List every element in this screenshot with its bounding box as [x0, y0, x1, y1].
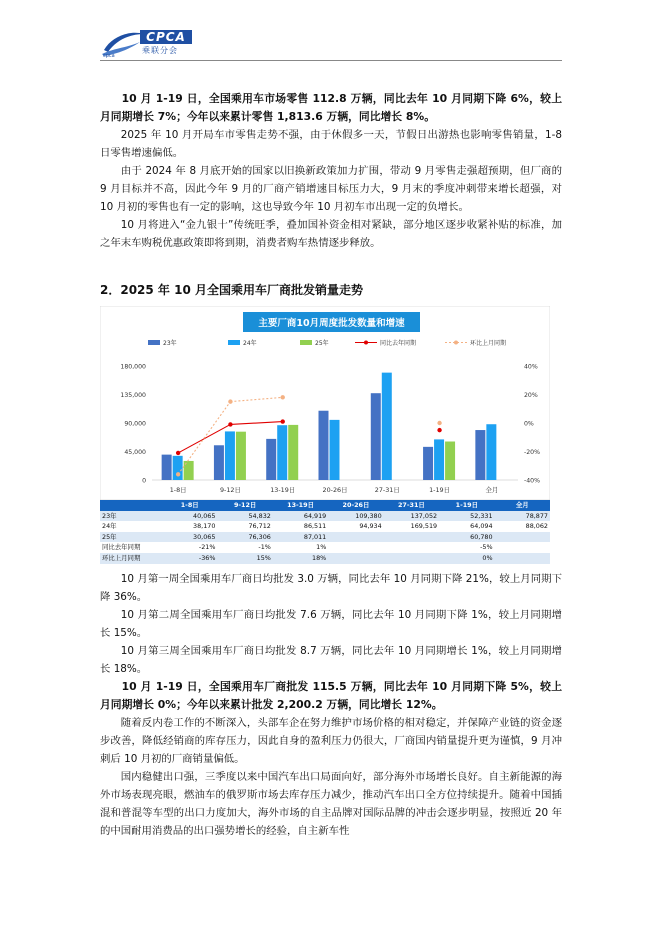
bar [162, 455, 172, 480]
line-point [176, 472, 180, 476]
bar [236, 432, 246, 480]
table-cell: 40,065 [162, 511, 217, 522]
bar [266, 439, 276, 480]
table-cell: 109,380 [328, 511, 383, 522]
table-cell: 1% [273, 542, 328, 553]
table-header-cell: 20-26日 [328, 500, 383, 511]
table-cell: 30,065 [162, 532, 217, 543]
bar [382, 373, 392, 480]
bar [277, 425, 287, 480]
table-row [100, 521, 550, 532]
table-header-cell: 1-19日 [439, 500, 494, 511]
bar [486, 424, 496, 480]
line-point [228, 399, 232, 403]
x-axis-tick-label: 9-12日 [219, 486, 241, 494]
table-cell: 38,170 [162, 521, 217, 532]
table-header-row [100, 500, 550, 511]
table-cell: 76,306 [217, 532, 272, 543]
bar [288, 425, 298, 480]
y2-axis-tick-label: 20% [524, 392, 538, 399]
table-cell: 52,331 [439, 511, 494, 522]
legend-label: 同比去年同期 [380, 340, 417, 347]
y2-axis-tick-label: -20% [524, 449, 540, 456]
table-cell [328, 553, 383, 564]
wholesale-summary-bold: 10 月 1-19 日，全国乘用车厂商批发 115.5 万辆，同比去年 10 月同期下降 5%，较上月同期增长 0%；今年以来累计批发 2,200.2 万辆，同比增长 12%。 [100, 679, 562, 711]
line-point [228, 422, 232, 426]
bar [214, 445, 224, 480]
chart-title: 主要厂商10月周度批发数量和增速 [258, 318, 405, 329]
paragraph: 国内稳健出口强，三季度以来中国汽车出口局面向好，部分海外市场增长良好。自主新能源的海外市场表现亮眼，燃油车的俄罗斯市场去库存压力减少，推动汽车出口全方位持续提升。随着中国插混和普混等车型的出口力度加大，海外市场的自主品牌对国际品牌的冲击会逐步明显，按照近 20 年的中国耐用消费品的出口强势增长的经验，自主新车性 [100, 770, 562, 837]
logo-subtitle: 乘联分会 [142, 46, 178, 55]
table-row [100, 511, 550, 522]
y-axis-tick-label: 180,000 [120, 363, 146, 371]
row-label: 25年 [100, 532, 162, 543]
x-axis-tick-label: 13-19日 [270, 486, 296, 494]
y2-axis-tick-label: 40% [524, 363, 538, 371]
table-cell: 169,519 [384, 521, 439, 532]
x-axis-tick-label: 20-26日 [322, 486, 348, 494]
table-cell: 15% [217, 553, 272, 564]
table-row [100, 542, 550, 553]
paragraph: 随着反内卷工作的不断深入，头部车企在努力维护市场价格的相对稳定，并保障产业链的资金逐步改善，降低经销商的库存压力，因此自身的盈利压力仍很大，厂商国内销量提升更为谨慎，9 月冲刺后 10 月初的厂商销量偏低。 [100, 716, 562, 765]
logo-text: CPCA [140, 30, 192, 44]
line-point [281, 395, 285, 399]
table-cell [495, 553, 550, 564]
table-cell: -1% [217, 542, 272, 553]
legend-label: 24年 [243, 340, 257, 347]
bar [319, 411, 329, 480]
x-axis-tick-label: 全月 [485, 486, 499, 494]
paragraph: 由于 2024 年 8 月底开始的国家以旧换新政策加力扩围，带动 9 月零售走强超预期，但厂商的 9 月目标并不高，因此今年 9 月的厂商产销增速目标压力大，9 月末的季度冲刺带来增长超强，对 10 月初的零售也有一定的影响，这也导致今年 10 月初车市出现一定的负增长。 [100, 165, 562, 213]
table-header-cell: 9-12日 [217, 500, 272, 511]
line-point [437, 421, 441, 425]
table-cell [495, 542, 550, 553]
svg-text:cpca: cpca [103, 53, 115, 58]
paragraph: 2025 年 10 月开局车市零售走势不强，由于休假多一天，节假日出游热也影响零售销量，1-8 日零售增速偏低。 [100, 129, 562, 159]
table-cell: 137,052 [384, 511, 439, 522]
x-axis-tick-label: 1-19日 [429, 486, 451, 494]
data-table [100, 500, 550, 564]
bar [445, 442, 455, 480]
table-row [100, 553, 550, 564]
table-cell [384, 553, 439, 564]
legend-marker [454, 341, 458, 345]
table-cell: 76,712 [217, 521, 272, 532]
table-cell: 64,919 [273, 511, 328, 522]
row-label: 同比去年同期 [100, 542, 162, 553]
table-cell [384, 542, 439, 553]
paragraph: 10 月第一周全国乘用车厂商日均批发 3.0 万辆，同比去年 10 月同期下降 21%，较上月同期下降 36%。 [100, 572, 562, 603]
y2-axis-tick-label: 0% [524, 420, 534, 428]
section-heading: 2．2025 年 10 月全国乘用车厂商批发销量走势 [100, 283, 363, 297]
bar [225, 431, 235, 480]
table-header-cell: 27-31日 [384, 500, 439, 511]
table-cell: 78,877 [495, 511, 550, 522]
legend-marker [364, 341, 368, 345]
y-axis-tick-label: 90,000 [124, 420, 146, 428]
line-point [176, 451, 180, 455]
table-header-cell: 全月 [495, 500, 550, 511]
table-cell: 18% [273, 553, 328, 564]
table-cell: 86,511 [273, 521, 328, 532]
table-cell: -36% [162, 553, 217, 564]
bar [330, 420, 340, 480]
table-cell [495, 532, 550, 543]
x-axis-tick-label: 27-31日 [374, 486, 400, 494]
retail-summary-bold: 10 月 1-19 日，全国乘用车市场零售 112.8 万辆，同比去年 10 月同期下降 6%，较上月同期增长 7%；今年以来累计零售 1,813.6 万辆，同比增长 8%。 [100, 92, 562, 123]
paragraph: 10 月第三周全国乘用车厂商日均批发 8.7 万辆，同比去年 10 月同期增长 1%，较上月同期增长 18%。 [100, 644, 562, 675]
table-header-cell [100, 500, 162, 511]
table-row [100, 532, 550, 543]
table-cell: -21% [162, 542, 217, 553]
table-cell: 88,062 [495, 521, 550, 532]
paragraph: 10 月将进入“金九银十”传统旺季，叠加国补资金相对紧缺，部分地区逐步收紧补贴的标准，加之年末车购税优惠政策即将到期，消费者购车热情逐步释放。 [100, 219, 562, 249]
legend-label: 23年 [163, 340, 177, 347]
row-label: 24年 [100, 521, 162, 532]
y-axis-tick-label: 45,000 [124, 449, 146, 456]
document-body [100, 90, 562, 840]
bar [423, 447, 433, 480]
table-cell [328, 532, 383, 543]
bar [475, 430, 485, 480]
table-cell: 0% [439, 553, 494, 564]
bar [434, 439, 444, 480]
table-header-cell: 1-8日 [162, 500, 217, 511]
line-point [437, 428, 441, 432]
table-cell: 87,011 [273, 532, 328, 543]
table-cell: 94,934 [328, 521, 383, 532]
legend-label: 25年 [315, 340, 329, 347]
row-label: 环比上月同期 [100, 553, 162, 564]
legend-swatch [148, 340, 160, 345]
x-axis-tick-label: 1-8日 [169, 486, 187, 494]
y-axis-tick-label: 0 [142, 477, 146, 485]
table-cell: 54,832 [217, 511, 272, 522]
y-axis-tick-label: 135,000 [120, 392, 146, 399]
page-header [100, 22, 562, 62]
header-divider [100, 60, 562, 61]
legend-swatch [228, 340, 240, 345]
legend-label: 环比上月同期 [470, 340, 507, 347]
table-cell [384, 532, 439, 543]
table-cell: -5% [439, 542, 494, 553]
y2-axis-tick-label: -40% [524, 477, 540, 485]
table-cell: 60,780 [439, 532, 494, 543]
line-point [281, 419, 285, 423]
bar [371, 393, 381, 480]
table-cell [328, 542, 383, 553]
wholesale-chart [100, 306, 550, 500]
table-cell: 64,094 [439, 521, 494, 532]
chart-svg [100, 306, 550, 500]
row-label: 23年 [100, 511, 162, 522]
legend-swatch [300, 340, 312, 345]
paragraph: 10 月第二周全国乘用车厂商日均批发 7.6 万辆，同比去年 10 月同期下降 1%，较上月同期增长 15%。 [100, 608, 562, 639]
table-header-cell: 13-19日 [273, 500, 328, 511]
